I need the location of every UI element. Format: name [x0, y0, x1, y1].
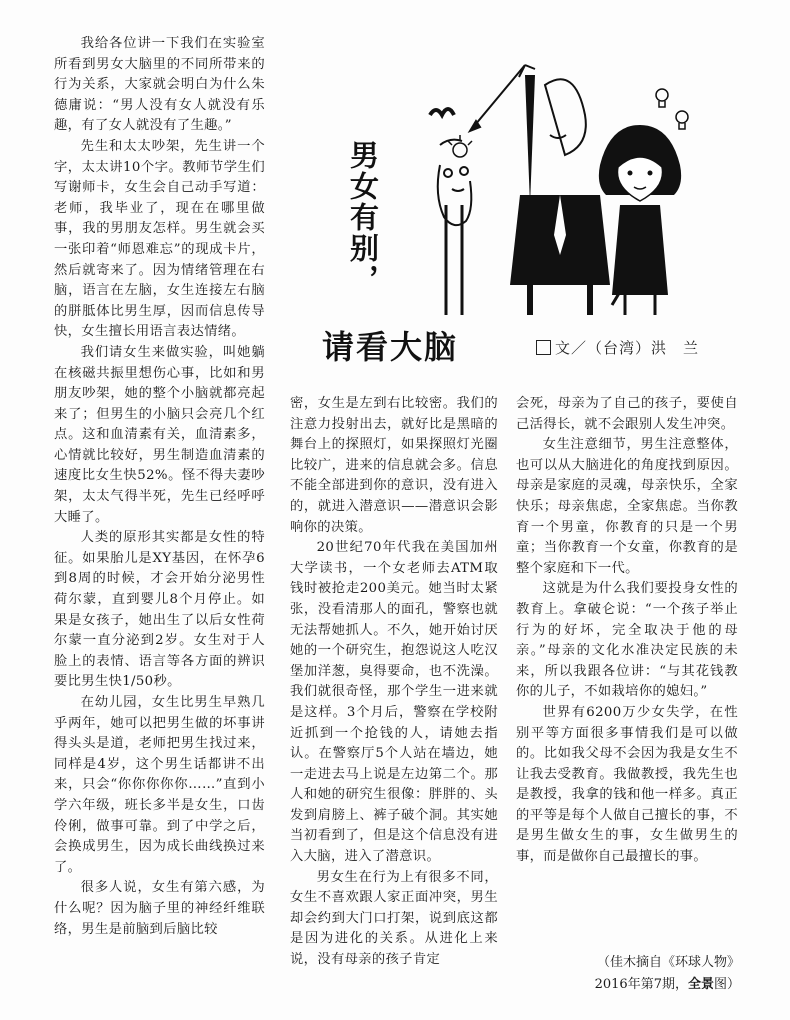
paragraph: 我给各位讲一下我们在实验室所看到男女大脑里的不同所带来的行为关系，大家就会明白为什么朱德庸说：“男人没有女人就没有乐趣，有了女人就没有了生趣。”: [54, 36, 265, 134]
source-suffix: 图）: [713, 977, 740, 992]
cartoon-lightbulbs: [656, 89, 688, 129]
paragraph: 密，女生是左到右比较密。我们的注意力投射出去，就好比是黑暗的舞台上的探照灯，如果探照灯光圈比较广，进来的信息就会多。信息不能全部进到你的意识，没有进入的，就进入潜意识——潜意识会影响你的决策。: [290, 396, 498, 535]
paragraph: 女生注意细节，男生注意整体，也可以从大脑进化的角度找到原因。母亲是家庭的灵魂，母亲快乐，全家快乐；母亲焦虑，全家焦虑。当你教育一个男童，你教育的只是一个男童；当你教育一个女童，你教育的是整个家庭和下一代。: [516, 437, 738, 576]
paragraph: 人类的原形其实都是女性的特征。如果胎儿是XY基因，在怀孕6到8周的时候，才会开始分泌男性荷尔蒙，直到婴儿8个月停止。如果是女孩子，她出生了以后女性荷尔蒙一直分泌到2岁。女生对于人脸上的表情、语言等各方面的辨识要比男生快1/50秒。: [54, 530, 265, 690]
article-column-3: [516, 394, 738, 994]
square-icon: [536, 340, 551, 355]
title-vertical: 男女有别，: [346, 140, 380, 295]
cartoon-man-left: [430, 109, 471, 315]
paragraph: 我们请女生来做实验，叫她躺在核磁共振里想伤心事，比如和男朋友吵架，她的整个小脑就都亮起来了；但男生的小脑只会亮几个红点。这和血清素有关，血清素多，心情就比较好，男生制造血清素的速度比女生快52%。怪不得夫妻吵架，太太气得半死，先生已经呼呼大睡了。: [54, 344, 265, 525]
paragraph: 男女生在行为上有很多不同，女生不喜欢跟人家正面冲突，男生却会约到大门口打架，说到底这都是因为进化的关系。从进化上来说，没有母亲的孩子肯定: [290, 869, 498, 968]
paragraph: 先生和太太吵架，先生讲一个字，太太讲10个字。教师节学生们写谢师卡，女生会自己动手写道：老师，我毕业了，现在在哪里做事，我的男朋友怎样。男生就会买一张印着“师恩难忘”的现成卡片，然后就寄来了。因为情绪管理在右脑，语言在左脑，女生连接左右脑的胼胝体比男生厚，因而信息传导快，女生擅长用语言表达情绪。: [54, 138, 265, 340]
paragraph: 20世纪70年代我在美国加州大学读书，一个女老师去ATM取钱时被抢走200美元。她当时太紧张，没看清那人的面孔，警察也就无法帮她抓人。不久，她开始讨厌她的一个研究生，抱怨说这人吃汉堡加洋葱，臭得要命，也不洗澡。我们就很奇怪，那个学生一进来就是这样。3个月后，警察在学校附近抓到一个抢钱的人，请她去指认。在警察厅5个人站在墙边，她一走进去马上说是左边第二个。那人和她的研究生很像：胖胖的、头发到肩膀上、裤子破个洞。其实她当初看到了，但是这个信息没有进入大脑，进入了潜意识。: [290, 540, 498, 865]
source-line-2: [560, 974, 740, 996]
cartoon-woman: [599, 125, 681, 315]
source-line-1: （佳木摘自《环球人物》: [596, 955, 740, 970]
source-issue: 2016年第7期，: [594, 977, 688, 992]
paragraph: 会死，母亲为了自己的孩子，要使自己活得长，就不会跟别人发生冲突。: [516, 396, 738, 432]
paragraph: 在幼儿园，女生比男生早熟几乎两年，她可以把男生做的坏事讲得头头是道，老师把男生找过来，同样是4岁，这个男生话都讲不出来，只会“你你你你你……”直到小学六年级，班长多半是女生，口齿伶俐，做事可靠。到了中学之后，会换成男生，因为成长曲线换过来了。: [54, 695, 265, 875]
source-photo-credit: 全景: [687, 977, 714, 992]
byline: [536, 337, 699, 358]
cartoon-brain-sparks: [448, 135, 472, 157]
title-main: 请看大脑: [322, 328, 459, 366]
paragraph: 世界有6200万少女失学，在性别平等方面很多事情我们是可以做的。比如我父母不会因为我是女生不让我去受教育。我做教授，我先生也是教授，我拿的钱和他一样多。真正的平等是每个人做自己擅长的事，不是男生做女生的事，女生做男生的事，而是做你自己最擅长的事。: [516, 704, 738, 865]
illustration-cartoon: [400, 55, 700, 315]
byline-text: 文／（台湾）洪 兰: [555, 339, 700, 357]
article-column-1: [54, 34, 265, 1002]
article-column-2: [290, 394, 498, 986]
paragraph: 这就是为什么我们要投身女性的教育上。拿破仑说：“一个孩子举止行为的好坏，完全取决于他的母亲。”母亲的文化水准决定民族的未来，所以我跟各位讲：“与其花钱教你的儿子，不如栽培你的媳妇。”: [516, 581, 738, 700]
source-credit: [560, 952, 740, 996]
paragraph: 很多人说，女生有第六感，为什么呢？因为脑子里的神经纤维联络，男生是前脑到后脑比较: [54, 880, 265, 937]
cartoon-arrow: [470, 65, 535, 131]
